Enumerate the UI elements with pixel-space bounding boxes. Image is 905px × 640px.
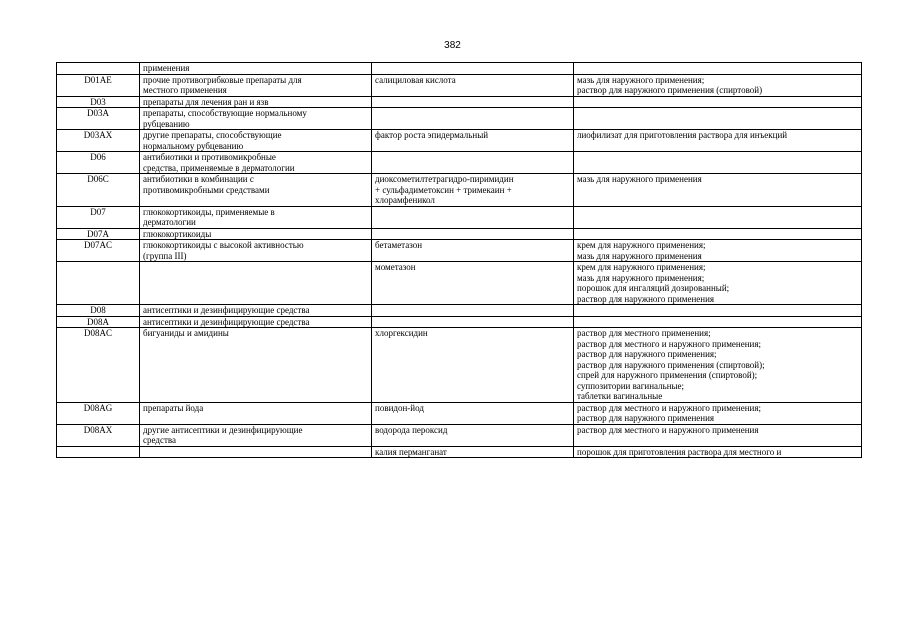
group-name-cell [140,328,372,403]
group-name-cell [140,240,372,262]
cell-line: D08 [90,305,106,315]
cell-line: лиофилизат для приготовления раствора для инъекций [577,130,788,140]
cell-line: D08AC [83,328,112,338]
atc-code-cell [57,328,140,403]
cell-line [60,447,136,458]
table-row [57,305,862,317]
table-row [57,74,862,96]
cell-line: D08AX [83,424,113,435]
cell-line: крем для наружного применения; [577,240,706,250]
cell-line: D03 [90,96,106,107]
drug-name-cell [372,402,574,424]
cell-line: средства, применяемые в дерматологии [143,162,295,173]
drug-name-cell [372,316,574,328]
dosage-form-cell [574,130,862,152]
cell-line: нормальному рубцеванию [143,140,244,151]
cell-line: хлорамфеникол [375,195,435,205]
dosage-form-cell [574,446,862,458]
table-row [57,206,862,228]
cell-line: антисептики и дезинфицирующие средства [143,316,310,327]
cell-line: антибиотики и противомикробные [143,152,276,162]
cell-line: антибиотики в комбинации с [143,174,254,184]
cell-line: суппозитории вагинальные; [577,380,685,391]
drug-name-cell [372,174,574,207]
cell-line: мометазон [375,262,416,272]
dosage-form-cell [574,96,862,108]
atc-code-cell [57,174,140,207]
drug-name-cell [372,240,574,262]
cell-line: местного применения [143,85,227,95]
cell-line: препараты, способствующие нормальному [143,108,307,118]
cell-line: противомикробными средствами [143,184,270,195]
group-name-cell [140,152,372,174]
drug-name-cell [372,228,574,240]
cell-line: D03AX [83,130,113,140]
cell-line: раствор для местного применения; [577,328,711,338]
cell-line: порошок для приготовления раствора для местного и [577,446,782,457]
cell-line: D08A [87,316,109,327]
group-name-cell [140,402,372,424]
cell-line: средства [143,435,177,445]
dosage-form-cell [574,152,862,174]
cell-line: применения [143,63,190,73]
cell-line: D07A [87,228,109,239]
cell-line: раствор для наружного применения; [577,349,717,359]
dosage-form-cell [574,108,862,130]
group-name-cell [140,130,372,152]
dosage-form-cell [574,424,862,446]
cell-line: спрей для наружного применения (спиртовой); [577,370,758,380]
cell-line: D08AG [83,402,113,413]
cell-line: бигуаниды и амидины [143,328,229,338]
cell-line: глюкокортикоиды с высокой активностью [143,240,304,250]
atc-code-cell [57,402,140,424]
cell-line: D03A [87,108,109,118]
table-row [57,402,862,424]
atc-code-cell [57,228,140,240]
drug-name-cell [372,130,574,152]
table-row [57,446,862,458]
drug-name-cell [372,74,574,96]
cell-line: раствор для местного и наружного применения [577,424,759,435]
cell-line: калия перманганат [375,446,447,457]
cell-line: дерматологии [143,217,196,227]
cell-line: мазь для наружного применения; [577,74,705,85]
table-row [57,174,862,207]
group-name-cell [140,446,372,458]
cell-line: другие антисептики и дезинфицирующие [143,424,303,435]
table-row [57,96,862,108]
drug-name-cell [372,96,574,108]
cell-line: салициловая кислота [375,74,456,85]
drug-name-cell [372,63,574,75]
atc-code-cell [57,108,140,130]
cell-line: раствор для местного и наружного применения; [577,402,761,413]
cell-line: рубцеванию [143,118,190,129]
cell-line [60,63,136,74]
cell-line: препараты для лечения ран и язв [143,96,269,107]
dosage-form-cell [574,262,862,305]
table-body [57,63,862,458]
group-name-cell [140,174,372,207]
table-row [57,262,862,305]
cell-line: D01AE [84,74,112,85]
dosage-form-cell [574,305,862,317]
cell-line: диоксометилтетрагидро-пиримидин [375,174,514,184]
cell-line: хлоргексидин [375,328,428,338]
dosage-form-cell [574,174,862,207]
table-row [57,152,862,174]
group-name-cell [140,228,372,240]
dosage-form-cell [574,316,862,328]
cell-line: D07AC [83,240,112,250]
group-name-cell [140,96,372,108]
cell-line: препараты йода [143,402,204,413]
cell-line: D07 [90,206,106,217]
atc-code-cell [57,424,140,446]
atc-code-cell [57,446,140,458]
drug-name-cell [372,262,574,305]
group-name-cell [140,424,372,446]
dosage-form-cell [574,240,862,262]
group-name-cell [140,206,372,228]
dosage-form-cell [574,328,862,403]
table-row [57,228,862,240]
cell-line: порошок для ингаляций дозированный; [577,283,730,293]
cell-line: прочие противогрибковые препараты для [143,74,302,85]
table-row [57,240,862,262]
drug-table [56,62,862,458]
cell-line: D06C [87,174,109,184]
table-row [57,108,862,130]
cell-line [60,262,136,273]
table-row [57,424,862,446]
drug-name-cell [372,446,574,458]
cell-line: D06 [90,152,106,162]
cell-line: раствор для наружного применения (спиртовой) [577,85,763,95]
group-name-cell [140,316,372,328]
group-name-cell [140,108,372,130]
atc-code-cell [57,63,140,75]
atc-code-cell [57,152,140,174]
atc-code-cell [57,305,140,317]
drug-name-cell [372,328,574,403]
table-row [57,328,862,403]
drug-name-cell [372,305,574,317]
cell-line: глюкокортикоиды, применяемые в [143,206,275,217]
dosage-form-cell [574,206,862,228]
group-name-cell [140,63,372,75]
cell-line: антисептики и дезинфицирующие средства [143,305,310,315]
atc-code-cell [57,206,140,228]
cell-line: бетаметазон [375,240,423,250]
dosage-form-cell [574,228,862,240]
atc-code-cell [57,130,140,152]
atc-code-cell [57,262,140,305]
group-name-cell [140,305,372,317]
drug-name-cell [372,206,574,228]
cell-line: + сульфадиметоксин + тримекаин + [375,184,512,195]
table-row [57,316,862,328]
cell-line: фактор роста эпидермальный [375,130,489,140]
cell-line: мазь для наружного применения [577,174,702,184]
atc-code-cell [57,74,140,96]
cell-line: мазь для наружного применения [577,250,702,261]
dosage-form-cell [574,63,862,75]
cell-line: раствор для наружного применения [577,413,715,423]
group-name-cell [140,74,372,96]
cell-line: крем для наружного применения; [577,262,706,272]
drug-name-cell [372,152,574,174]
cell-line: раствор для наружного применения (спиртовой); [577,359,765,370]
cell-line: раствор для местного и наружного применения; [577,338,761,349]
atc-code-cell [57,240,140,262]
drug-name-cell [372,108,574,130]
cell-line: глюкокортикоиды [143,228,212,239]
cell-line: (группа III) [143,250,187,261]
dosage-form-cell [574,74,862,96]
page-number: 382 [444,40,461,51]
cell-line: мазь для наружного применения; [577,272,705,283]
table-row [57,63,862,75]
group-name-cell [140,262,372,305]
dosage-form-cell [574,402,862,424]
cell-line: повидон-йод [375,402,424,413]
atc-code-cell [57,316,140,328]
cell-line: раствор для наружного применения [577,293,715,304]
drug-name-cell [372,424,574,446]
cell-line: другие препараты, способствующие [143,130,282,140]
table-row [57,130,862,152]
cell-line: таблетки вагинальные [577,391,663,401]
atc-code-cell [57,96,140,108]
cell-line: водорода пероксид [375,424,448,435]
